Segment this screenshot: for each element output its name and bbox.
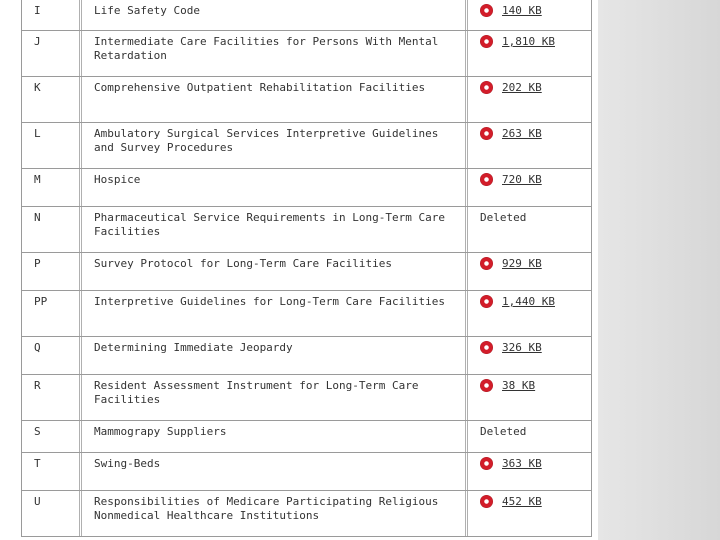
appendix-title: Determining Immediate Jeopardy [82,337,468,374]
appendix-code: J [22,31,82,76]
pdf-icon[interactable] [480,173,493,186]
file-size-cell [468,253,589,290]
appendix-title: Pharmaceutical Service Requirements in Long-Term Care Facilities [82,207,468,252]
appendix-code: L [22,123,82,168]
download-link[interactable]: 326 KB [502,341,542,354]
table-row [22,337,591,375]
pdf-icon[interactable] [480,295,493,308]
appendix-code: Q [22,337,82,374]
appendix-title: Mammograpy Suppliers [82,421,468,452]
download-link[interactable]: 363 KB [502,457,542,470]
table-row [22,0,591,31]
table-row [22,491,591,537]
table-row [22,453,591,491]
file-size-cell [468,207,589,252]
appendix-title: Interpretive Guidelines for Long-Term Care Facilities [82,291,468,336]
download-link[interactable]: 263 KB [502,127,542,140]
download-link[interactable]: 1,440 KB [502,295,555,308]
deleted-label: Deleted [480,425,527,438]
table-row [22,77,591,123]
appendix-title: Comprehensive Outpatient Rehabilitation Facilities [82,77,468,122]
appendix-code: M [22,169,82,206]
pdf-icon[interactable] [480,495,493,508]
appendix-code: U [22,491,82,536]
appendix-code: K [22,77,82,122]
deleted-label: Deleted [480,211,527,224]
download-link[interactable]: 202 KB [502,81,542,94]
table-row [22,291,591,337]
appendix-title: Swing-Beds [82,453,468,490]
table-row [22,253,591,291]
file-size-cell [468,291,589,336]
pdf-icon[interactable] [480,35,493,48]
file-size-cell [468,31,589,76]
appendix-title: Responsibilities of Medicare Participating Religious Nonmedical Healthcare Institutions [82,491,468,536]
file-size-cell [468,169,589,206]
pdf-icon[interactable] [480,341,493,354]
download-link[interactable]: 929 KB [502,257,542,270]
appendix-title: Resident Assessment Instrument for Long-Term Care Facilities [82,375,468,420]
pdf-icon[interactable] [480,4,493,17]
table-row [22,31,591,77]
appendix-title: Life Safety Code [82,0,468,30]
file-size-cell [468,0,589,30]
table-row [22,169,591,207]
file-size-cell [468,491,589,536]
pdf-icon[interactable] [480,379,493,392]
file-size-cell [468,453,589,490]
appendix-title: Intermediate Care Facilities for Persons With Mental Retardation [82,31,468,76]
file-size-cell [468,337,589,374]
file-size-cell [468,123,589,168]
appendix-code: I [22,0,82,30]
file-size-cell [468,77,589,122]
appendix-code: T [22,453,82,490]
pdf-icon[interactable] [480,457,493,470]
appendix-code: R [22,375,82,420]
download-link[interactable]: 38 KB [502,379,536,392]
appendix-code: S [22,421,82,452]
table-row [22,123,591,169]
table-row [22,421,591,453]
appendix-title: Hospice [82,169,468,206]
download-link[interactable]: 140 KB [502,4,542,17]
download-link[interactable]: 720 KB [502,173,542,186]
appendix-table [21,0,592,537]
pdf-icon[interactable] [480,127,493,140]
download-link[interactable]: 452 KB [502,495,542,508]
appendix-title: Survey Protocol for Long-Term Care Facilities [82,253,468,290]
appendix-code: PP [22,291,82,336]
table-row [22,375,591,421]
appendix-code: P [22,253,82,290]
download-link[interactable]: 1,810 KB [502,35,555,48]
file-size-cell [468,421,589,452]
pdf-icon[interactable] [480,81,493,94]
appendix-code: N [22,207,82,252]
table-row [22,207,591,253]
pdf-icon[interactable] [480,257,493,270]
appendix-title: Ambulatory Surgical Services Interpretive Guidelines and Survey Procedures [82,123,468,168]
file-size-cell [468,375,589,420]
